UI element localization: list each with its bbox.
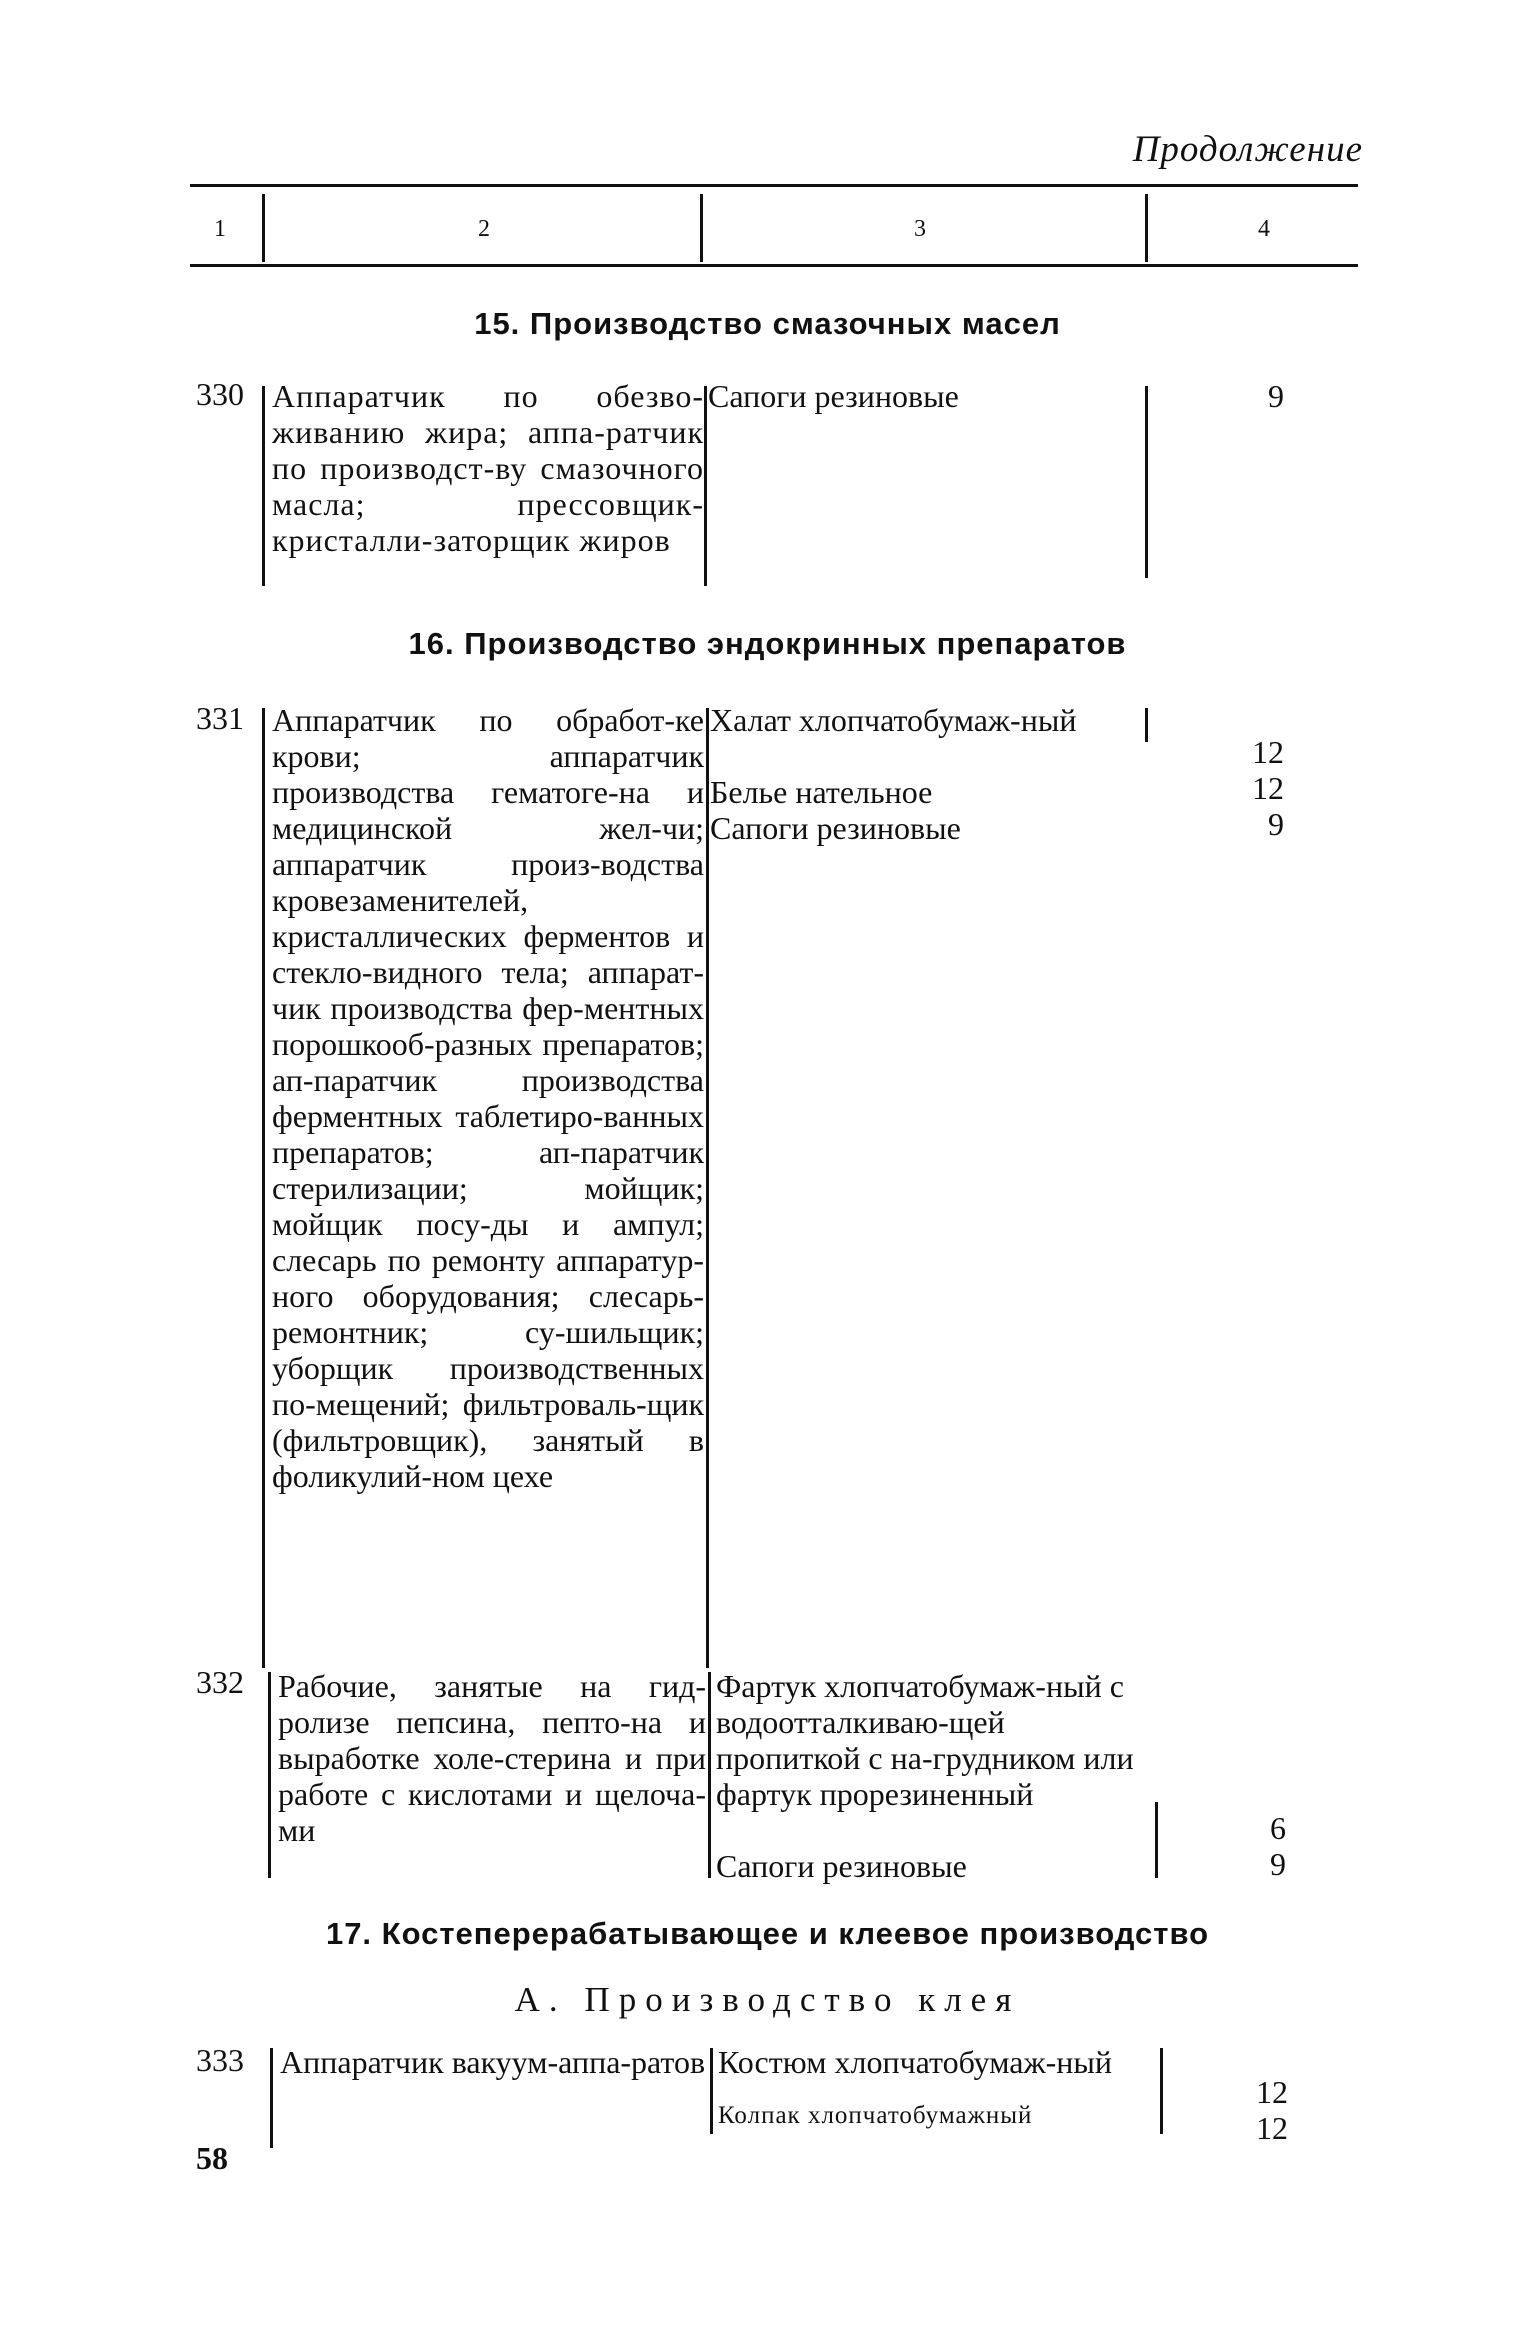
row-number-332: 332 <box>196 1664 244 1700</box>
row-331-item-1-months: 12 <box>1252 734 1284 770</box>
row-330-left-line <box>262 386 265 586</box>
row-333-professions: Аппаратчик вакуум-аппа-ратов <box>280 2044 706 2080</box>
row-330-professions: Аппаратчик по обезво-живанию жира; аппа-ратчик по производст-ву смазочного масла; прессовщик-кристалли-заторщик жиров <box>272 378 704 558</box>
row-332-professions: Рабочие, занятые на гид-ролизе пепсина, пепто-на и выработке холе-стерина и при работе с кислотами и щелоча-ми <box>278 1668 706 1848</box>
row-331-mid-line <box>706 708 709 1668</box>
row-333-item-1: Костюм хлопчатобумаж-ный <box>718 2044 1112 2080</box>
page-number: 58 <box>196 2140 228 2176</box>
table-header-bottom-rule <box>190 264 1358 267</box>
row-333-item-2: Колпак хлопчатобумажный <box>718 2102 1033 2129</box>
column-number-4: 4 <box>1258 216 1270 242</box>
section-title-17: 17. Костеперерабатывающее и клеевое производство <box>325 1916 1210 1951</box>
row-number-330: 330 <box>196 376 244 412</box>
row-332-item-2-months: 9 <box>1270 1846 1286 1882</box>
row-332-right-line <box>1155 1802 1158 1878</box>
row-333-mid-line <box>710 2048 713 2134</box>
row-331-professions: Аппаратчик по обработ-ке крови; аппаратчик производства гематоге-на и медицинской жел-чи; аппаратчик произ-водства кровезаменителей, кристаллических ферментов и стекло-видного тела; аппарат-чик производства фер-ментных порошкооб-разных препаратов; ап-паратчик производства ферментных таблетиро-ванных препаратов; ап-паратчик стерилизации; мойщик; мойщик посу-ды и ампул; слесарь по ремонту аппаратур-ного оборудования; слесарь-ремонтник; су-шильщик; уборщик производственных по-мещений; фильтроваль-щик (фильтровщик), занятый в фоликулий-ном цехе <box>272 702 704 1494</box>
row-332-left-line <box>268 1672 271 1878</box>
row-332-item-2: Сапоги резиновые <box>716 1848 967 1884</box>
section-title-16: 16. Производство эндокринных препаратов <box>408 626 1127 661</box>
row-333-item-1-months: 12 <box>1256 2074 1288 2110</box>
row-number-331: 331 <box>196 700 244 736</box>
row-333-right-line <box>1160 2048 1163 2134</box>
row-332-mid-line <box>708 1672 711 1878</box>
row-330-right-line <box>1145 386 1148 578</box>
table-top-rule <box>190 184 1358 187</box>
row-330-item-1-months: 9 <box>1268 378 1284 414</box>
row-331-right-line <box>1145 708 1148 742</box>
column-number-2: 2 <box>478 216 490 242</box>
row-330-item-1: Сапоги резиновые <box>708 378 959 414</box>
row-332-item-1: Фартук хлопчатобумаж-ный с водоотталкиваю-щей пропиткой с на-грудником или фартук прорезиненный <box>716 1668 1134 1812</box>
row-333-item-2-months: 12 <box>1256 2110 1288 2146</box>
row-331-item-2: Белье нательное <box>710 774 933 810</box>
row-330-mid-line <box>704 386 707 586</box>
row-331-item-1: Халат хлопчатобумаж-ный <box>710 702 1077 738</box>
row-333-left-line <box>270 2048 273 2148</box>
continuation-label: Продолжение <box>1132 129 1363 170</box>
row-331-item-3-months: 9 <box>1268 806 1284 842</box>
column-number-3: 3 <box>914 216 926 242</box>
row-331-item-2-months: 12 <box>1252 770 1284 806</box>
header-divider-2 <box>700 194 703 262</box>
row-331-left-line <box>262 708 265 1668</box>
header-divider-3 <box>1145 194 1148 262</box>
column-number-1: 1 <box>214 216 226 242</box>
header-divider-1 <box>262 194 265 262</box>
row-number-333: 333 <box>196 2042 244 2078</box>
subsection-title-a: А. Производство клея <box>514 1980 1021 2019</box>
section-title-15: 15. Производство смазочных масел <box>474 306 1061 341</box>
row-331-item-3: Сапоги резиновые <box>710 810 961 846</box>
row-332-item-1-months: 6 <box>1270 1810 1286 1846</box>
